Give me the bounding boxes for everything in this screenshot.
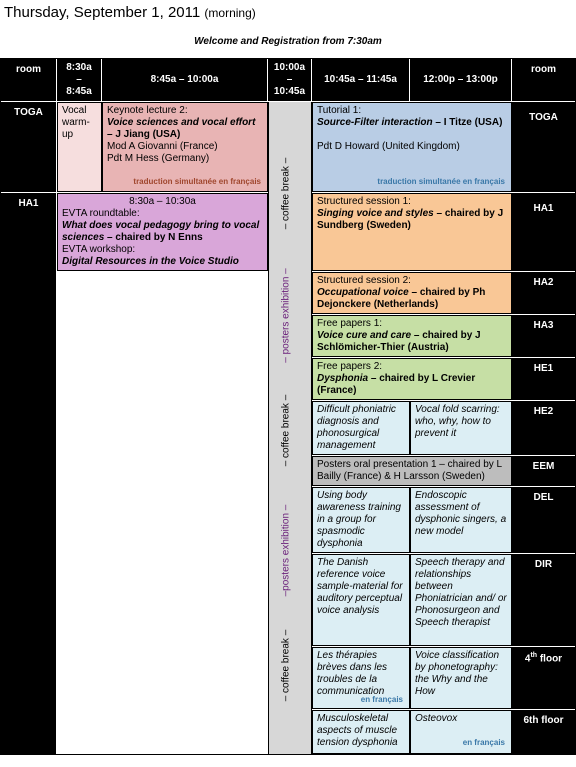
fp1-title: Free papers 1: [317,318,383,329]
header-room-left: room [1,59,56,101]
tutorial-president: Pdt D Howard (United Kingdom) [317,141,460,152]
header-time-1200: 12:00p – 13:00p [410,59,511,101]
room-right-he1: HE1 [512,358,575,400]
floor-4-number: 4 [524,653,531,665]
coffee-break-2: – coffee break – [280,394,292,467]
time-1000-start: 10:00a [273,62,306,73]
room-right-ha1: HA1 [512,193,575,271]
room-left-toga: TOGA [1,102,56,192]
floor-4-suffix: th [530,652,538,659]
keynote-translation-note: traduction simultanée en français [133,177,261,186]
evta-roundtable-topic: What does vocal pedagogy bring to vocal sciences [62,220,260,243]
tutorial-translation-note: traduction simultanée en français [377,177,505,186]
room-right-he2: HE2 [512,401,575,455]
schedule-period: (morning) [204,6,256,20]
workshop-he2-a: Difficult phoniatric diagnosis and phonosurgical management [312,401,410,455]
workshop-del-a: Using body awareness training in a group for spasmodic dysphonia [312,487,410,553]
structured-session-2 [312,272,512,314]
coffee-break-3: – coffee break – [280,629,292,702]
structured-session-1 [312,193,512,271]
room-right-ha3: HA3 [512,315,575,357]
ss1-title: Structured session 1: [317,196,411,207]
time-1000-end: 10:45a [273,86,306,97]
f6b-translation-note: en français [462,738,505,747]
header-time-830 [57,59,101,101]
workshop-he2-b: Vocal fold scarring: who, why, how to prevent it [410,401,512,455]
ss2-topic: Occupational voice [317,287,409,298]
workshop-6th-a: Musculoskeletal aspects of muscle tension dysphonia [312,710,410,754]
f4a-translation-note: en français [360,695,403,704]
workshop-dir-a: The Danish reference voice sample-material for auditory perceptual voice analysis [312,554,410,646]
posters-exhibition-1: – posters exhibition – [280,268,292,363]
keynote-lecture-2 [102,102,268,192]
time-1000-dash: – [286,74,293,85]
fp2-chair: – chaired by L Crevier (France) [317,373,476,396]
room-left-ha1: HA1 [1,193,56,754]
fp1-chair: – chaired by J Schlömicher-Thier (Austria) [317,330,481,353]
room-right-del: DEL [512,487,575,553]
evta-session [57,193,268,271]
vocal-warmup-session: Vocal warm-up [57,102,102,192]
time-830-start: 8:30a [66,62,92,73]
workshop-dir-b: Speech therapy and relationships between Phoniatrician and/ or Phonosurgeon and Speech therapist [410,554,512,646]
time-830-end: 8:45a [66,86,92,97]
evta-roundtable-label: EVTA roundtable: [62,208,140,219]
header-time-1000 [268,59,311,101]
room-right-toga: TOGA [512,102,575,192]
ss2-chair: – chaired by Ph Dejonckere (Netherlands) [317,287,486,310]
f4a-text: Les thérapies brèves dans les troubles de la communication [317,650,388,697]
ss1-chair: – chaired by J Sundberg (Sweden) [317,208,504,231]
keynote-president: Pdt M Hess (Germany) [107,153,210,164]
header-time-845: 8:45a – 10:00a [102,59,267,101]
f6b-text: Osteovox [415,713,458,724]
evta-roundtable-chair: – chaired by N Enns [104,232,203,243]
keynote-topic: Voice sciences and vocal effort [107,117,256,128]
room-right-4th-floor [512,647,575,709]
free-papers-2 [312,358,512,400]
evta-time: 8:30a – 10:30a [129,196,196,207]
keynote-title: Keynote lecture 2: [107,105,188,116]
ss2-title: Structured session 2: [317,275,411,286]
room-right-ha2: HA2 [512,272,575,314]
posters-oral-presentation: Posters oral presentation 1 – chaired by L Bailly (France) & H Larsson (Sweden) [312,456,512,486]
ss1-topic: Singing voice and styles [317,208,434,219]
workshop-del-b: Endoscopic assessment of dysphonic singers, a new model [410,487,512,553]
free-papers-1 [312,315,512,357]
workshop-6th-b [410,710,512,754]
time-830-dash: – [76,74,82,85]
page-title [4,4,256,21]
coffee-break-1: – coffee break – [280,157,292,230]
keynote-speaker: – J Jiang (USA) [107,129,181,140]
tutorial-1 [312,102,512,192]
evta-workshop-topic: Digital Resources in the Voice Studio [62,256,239,267]
header-room-right: room [512,59,575,101]
tutorial-topic: Source-Filter interaction [317,117,433,128]
room-right-eem: EEM [512,456,575,486]
floor-4-word: floor [537,653,563,665]
room-right-6th-floor: 6th floor [512,710,575,754]
posters-exhibition-2: –posters exhibition – [280,504,292,597]
header-time-1045: 10:45a – 11:45a [312,59,409,101]
welcome-banner: Welcome and Registration from 7:30am [194,36,382,47]
tutorial-speaker: – I Titze (USA) [432,117,503,128]
fp2-topic: Dysphonia [317,373,369,384]
tutorial-title: Tutorial 1: [317,105,362,116]
room-right-dir: DIR [512,554,575,646]
fp1-topic: Voice cure and care [317,330,412,341]
workshop-4th-b: Voice classification by phonetography: the Why and the How [410,647,512,709]
keynote-moderator: Mod A Giovanni (France) [107,141,218,152]
fp2-title: Free papers 2: [317,361,383,372]
evta-workshop-label: EVTA workshop: [62,244,136,255]
schedule-date: Thursday, September 1, 2011 [4,4,201,21]
workshop-4th-a [312,647,410,709]
